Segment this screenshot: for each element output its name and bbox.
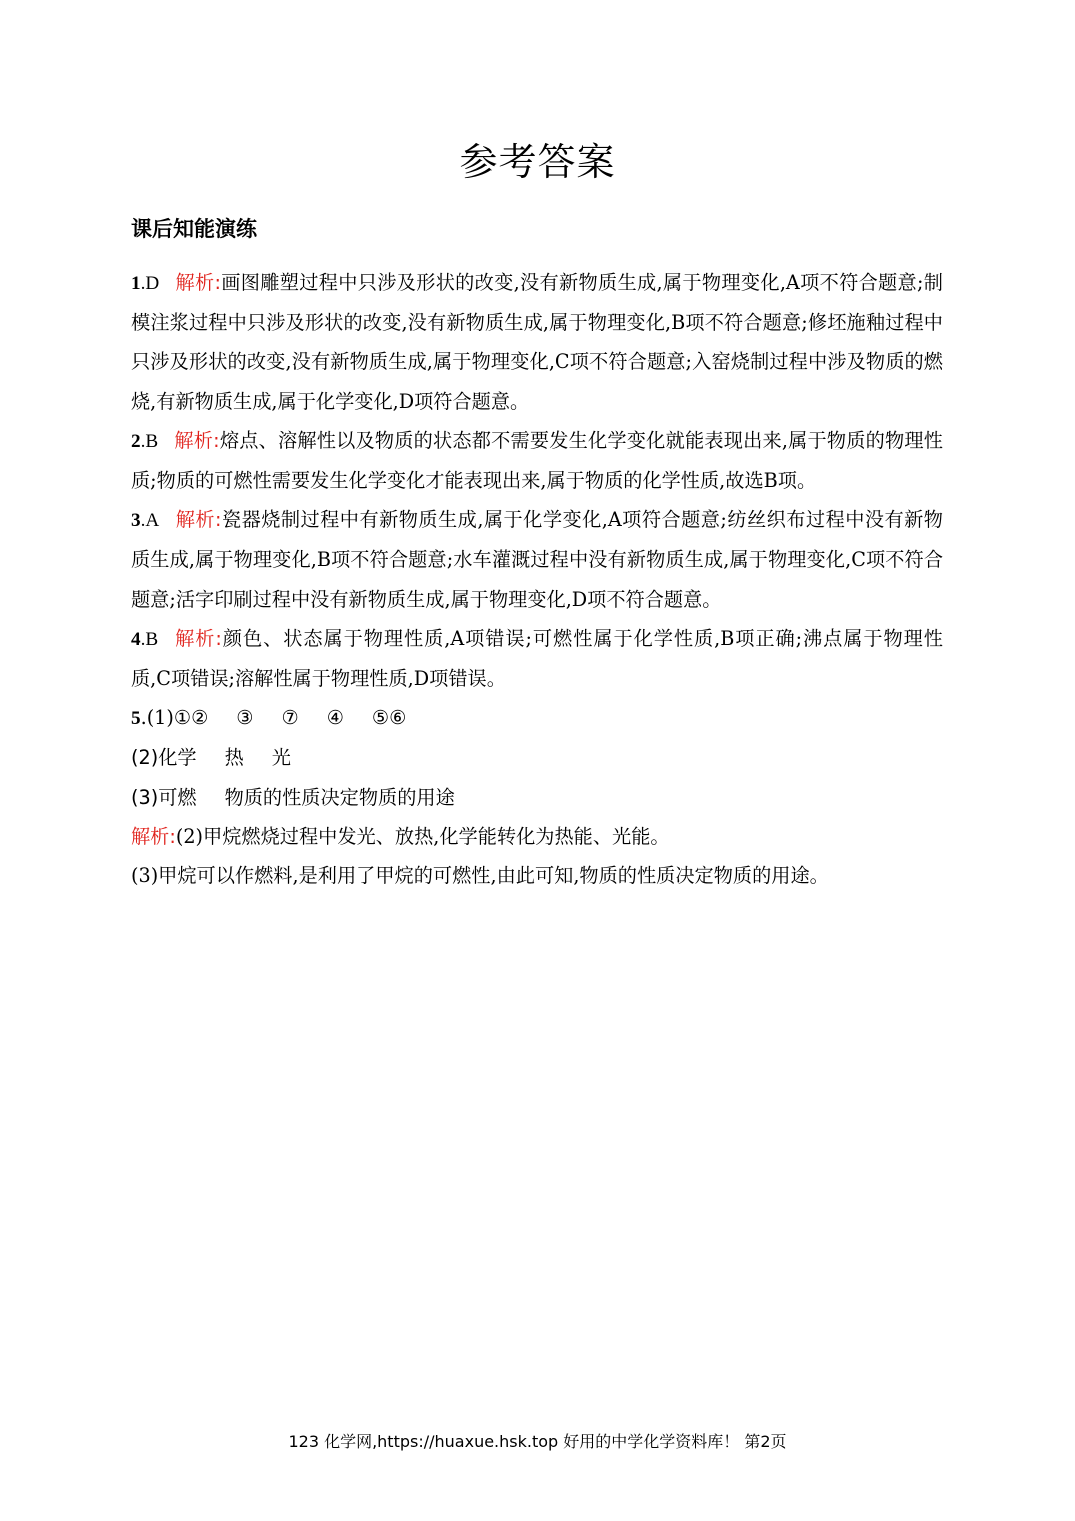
item-answer: .B [140, 628, 159, 650]
answer-item-3 [131, 500, 943, 619]
analysis-label: 解析: [174, 626, 222, 650]
part3-answer-1: 可燃 [158, 785, 197, 809]
page-title: 参考答案 [459, 140, 616, 184]
item-answer: .D [140, 273, 160, 294]
part-prefix: (2) [131, 746, 159, 770]
item-number: 4 [131, 628, 141, 650]
answer-body [131, 263, 943, 895]
part-prefix: (3) [131, 785, 159, 809]
page-footer: 123 化学网,https://huaxue.hsk.top 好用的中学化学资料库！ 第2页 [288, 1432, 787, 1451]
item-answer: .B [140, 430, 159, 452]
answer-item-1 [131, 263, 943, 421]
item-number: 1 [131, 273, 141, 294]
part1-answer-4: ④ [326, 706, 344, 730]
analysis-text: 熔点、溶解性以及物质的状态都不需要发生化学变化就能表现出来,属于物质的物理性质;物质的可燃性需要发生化学变化才能表现出来,属于物质的化学性质,故选B项。 [131, 428, 943, 493]
part1-answer-2: ③ [236, 706, 254, 730]
item-number: 5 [131, 708, 141, 730]
analysis-text: (3)甲烷可以作燃料,是利用了甲烷的可燃性,由此可知,物质的性质决定物质的用途。 [131, 864, 829, 888]
item-number: 3 [131, 510, 141, 532]
analysis-text: 颜色、状态属于物理性质,A项错误;可燃性属于化学性质,B项正确;沸点属于物理性质,C项错误;溶解性属于物理性质,D项错误。 [131, 626, 943, 691]
part1-answer-5: ⑤⑥ [371, 706, 407, 730]
analysis-label: 解析: [175, 508, 222, 532]
analysis-label: 解析: [174, 428, 220, 452]
section-title: 课后知能演练 [131, 217, 257, 241]
analysis-text: (2)甲烷燃烧过程中发光、放热,化学能转化为热能、光能。 [175, 824, 670, 848]
part2-answer-2: 热 [224, 746, 244, 770]
part-prefix: .(1) [140, 706, 174, 730]
part3-answer-2: 物质的性质决定物质的用途 [224, 785, 455, 809]
part2-answer-3: 光 [271, 746, 291, 770]
part1-answer-1: ①② [173, 706, 209, 730]
item-answer: .A [140, 510, 160, 532]
answer-item-5-analysis-a [131, 817, 943, 856]
analysis-label: 解析: [175, 271, 221, 294]
analysis-text: 瓷器烧制过程中有新物质生成,属于化学变化,A项符合题意;纺丝织布过程中没有新物质生成,属于物理变化,B项不符合题意;水车灌溉过程中没有新物质生成,属于物理变化,C项不符合题意;活字印刷过程中没有新物质生成,属于物理变化,D项不符合题意。 [131, 508, 943, 611]
answer-item-5-part1 [131, 698, 943, 738]
analysis-text: 画图雕塑过程中只涉及形状的改变,没有新物质生成,属于物理变化,A项不符合题意;制模注浆过程中只涉及形状的改变,没有新物质生成,属于物理变化,B项不符合题意;修坯施釉过程中只涉及形状的改变,没有新物质生成,属于物理变化,C项不符合题意;入窑烧制过程中涉及物质的燃烧,有新物质生成,属于化学变化,D项符合题意。 [131, 271, 943, 413]
part1-answer-3: ⑦ [281, 706, 299, 730]
answer-item-2 [131, 421, 943, 500]
answer-item-5-analysis-b [131, 856, 943, 895]
answer-item-4 [131, 619, 943, 698]
part2-answer-1: 化学 [158, 746, 197, 770]
answer-item-5-part2 [131, 738, 943, 777]
answer-item-5-part3 [131, 778, 943, 817]
analysis-label: 解析: [131, 824, 176, 848]
item-number: 2 [131, 430, 141, 452]
